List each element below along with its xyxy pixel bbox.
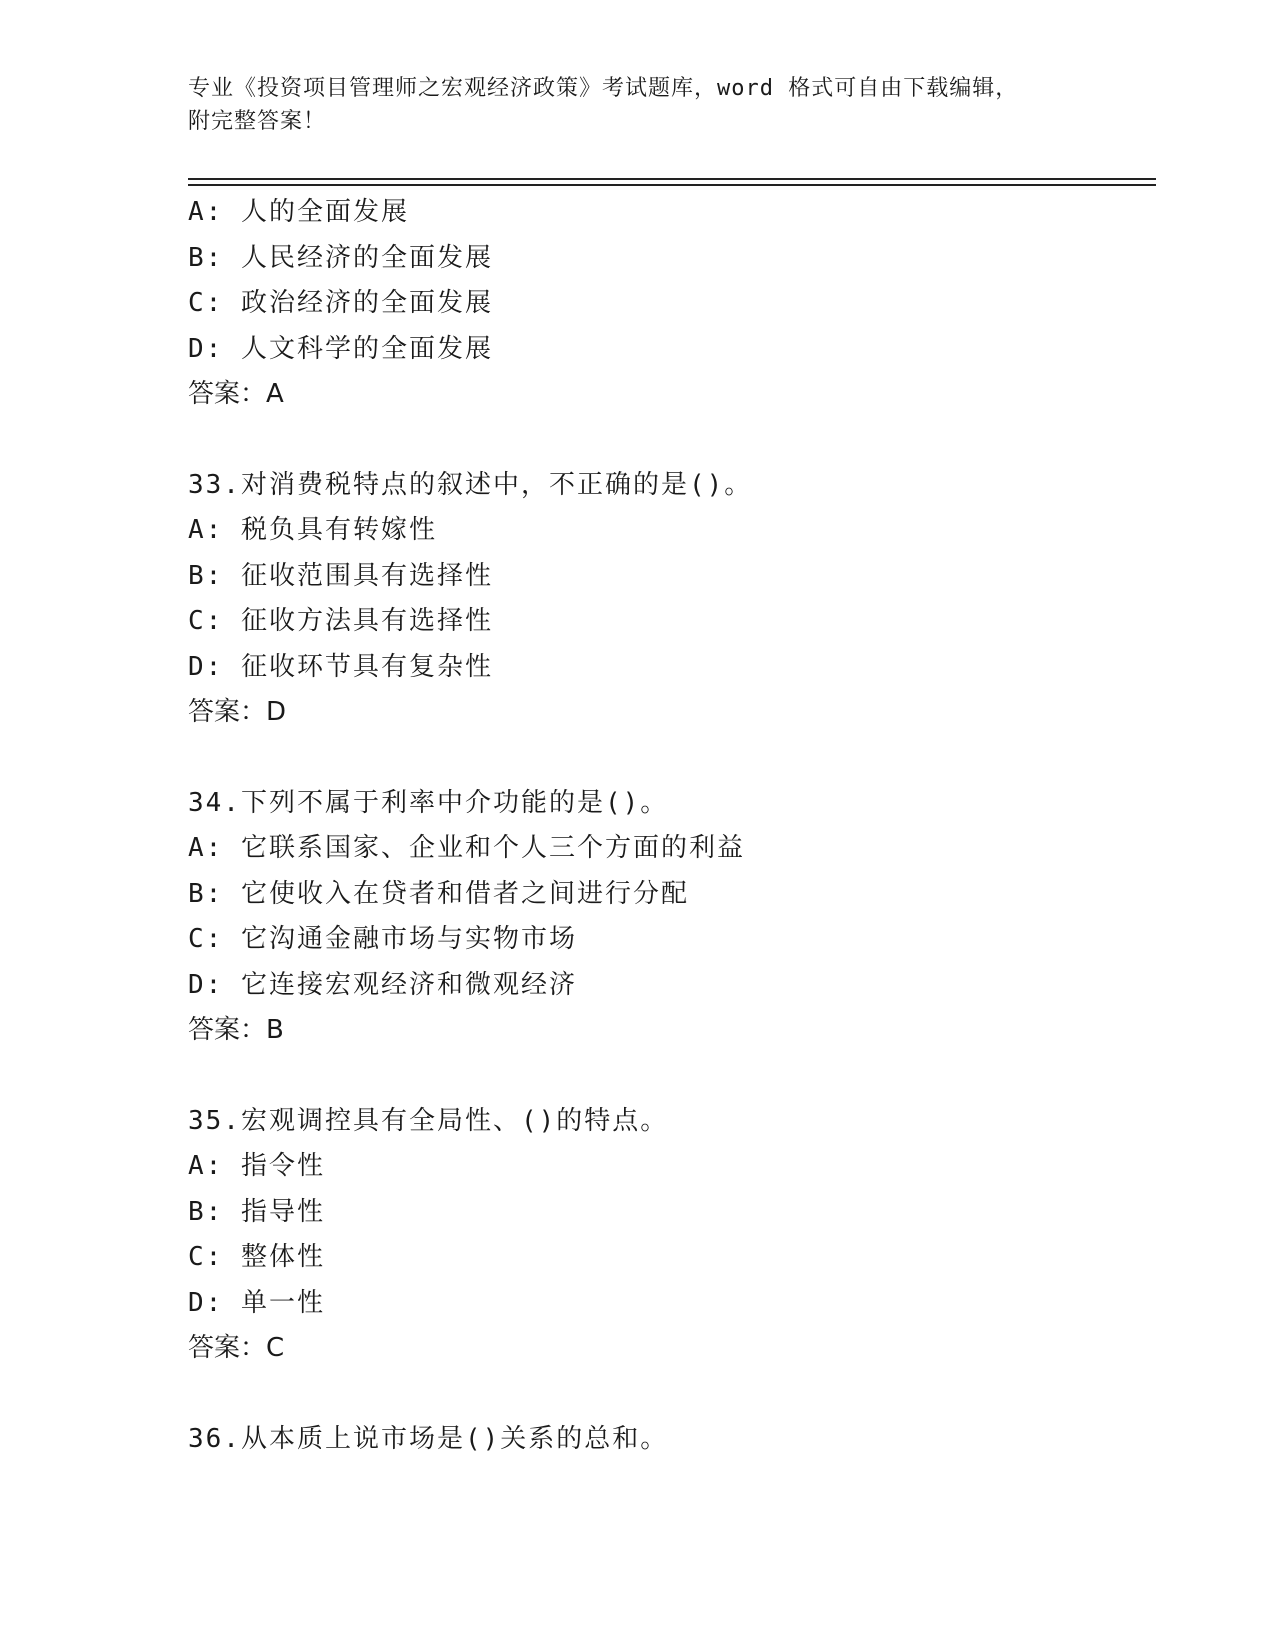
question-stem: 33.对消费税特点的叙述中，不正确的是()。: [188, 469, 753, 500]
option-d: D: 征收环节具有复杂性: [188, 651, 493, 682]
question-36: [188, 1417, 1148, 1463]
option-d: D: 人文科学的全面发展: [188, 333, 493, 364]
question-32-continued: [188, 190, 1148, 418]
option-d: D: 单一性: [188, 1287, 325, 1318]
document-header: [188, 72, 1088, 138]
question-stem: 34.下列不属于利率中介功能的是()。: [188, 787, 669, 818]
option-c: C: 它沟通金融市场与实物市场: [188, 924, 577, 954]
question-34: [188, 781, 1148, 1054]
header-line-1: 专业《投资项目管理师之宏观经济政策》考试题库，word 格式可自由下载编辑，: [188, 76, 1019, 101]
question-35: [188, 1099, 1148, 1372]
option-a: A: 税负具有转嫁性: [188, 515, 437, 545]
header-divider-bottom: [188, 184, 1156, 186]
option-c: C: 整体性: [188, 1242, 325, 1272]
option-c: C: 政治经济的全面发展: [188, 288, 493, 318]
option-a: A: 它联系国家、企业和个人三个方面的利益: [188, 833, 745, 863]
option-c: C: 征收方法具有选择性: [188, 606, 493, 636]
option-b: B: 征收范围具有选择性: [188, 560, 493, 591]
header-divider-top: [188, 178, 1156, 180]
answer: 答案：D: [188, 697, 287, 727]
answer: 答案：C: [188, 1333, 285, 1363]
question-33: [188, 463, 1148, 736]
option-b: B: 人民经济的全面发展: [188, 242, 493, 273]
question-list: [188, 190, 1148, 1462]
question-stem: 35.宏观调控具有全局性、()的特点。: [188, 1105, 669, 1136]
option-a: A: 人的全面发展: [188, 197, 409, 227]
option-b: B: 它使收入在贷者和借者之间进行分配: [188, 878, 689, 909]
header-line-2: 附完整答案！: [188, 109, 327, 134]
option-b: B: 指导性: [188, 1196, 325, 1227]
answer: 答案：A: [188, 379, 284, 409]
option-d: D: 它连接宏观经济和微观经济: [188, 969, 577, 1000]
answer: 答案：B: [188, 1015, 284, 1045]
question-stem: 36.从本质上说市场是()关系的总和。: [188, 1423, 669, 1454]
option-a: A: 指令性: [188, 1151, 325, 1181]
